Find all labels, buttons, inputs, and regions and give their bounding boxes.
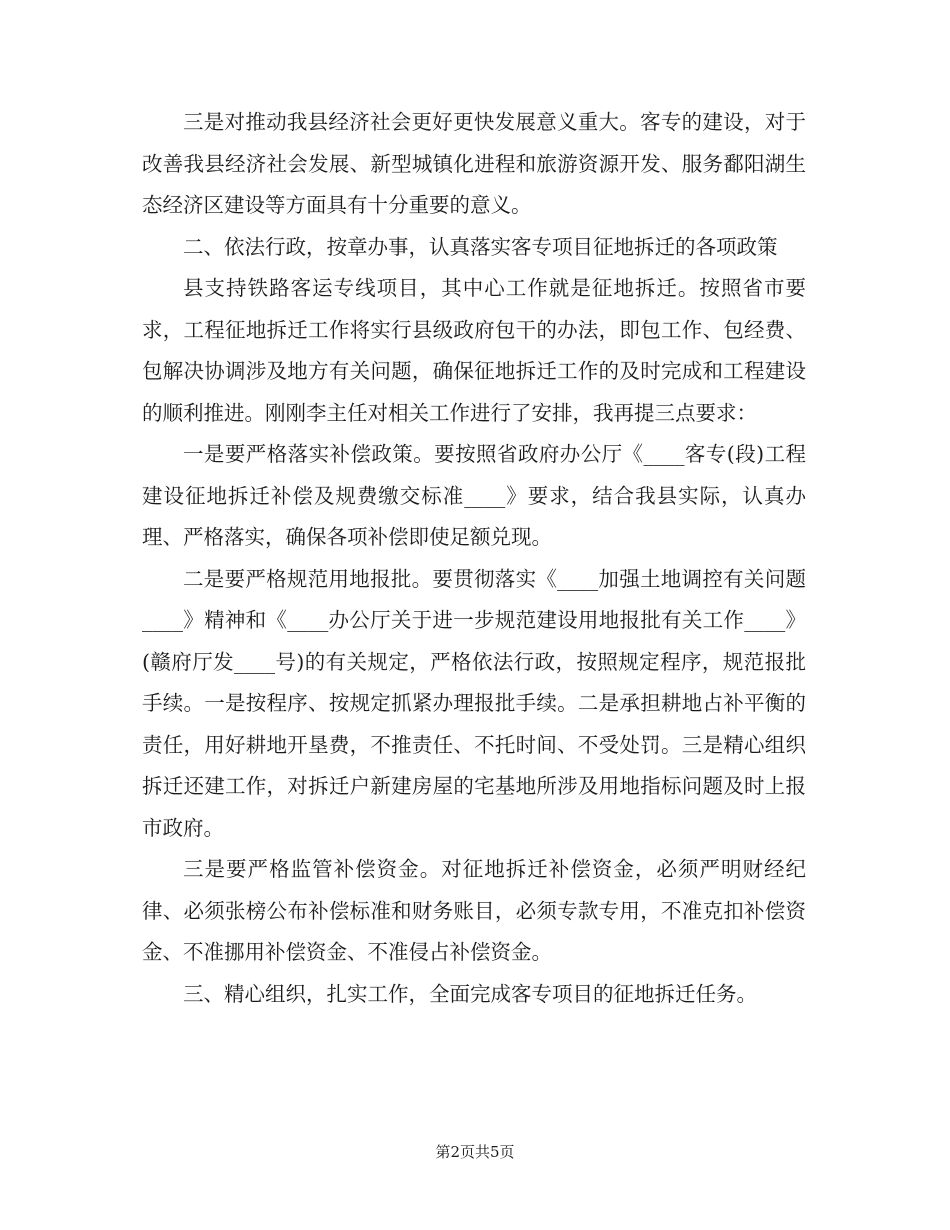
- document-body: [142, 102, 806, 1015]
- paragraph-significance: 三是对推动我县经济社会更好更快发展意义重大。客专的建设，对于改善我县经济社会发展、新型城镇化进程和旅游资源开发、服务鄱阳湖生态经济区建设等方面具有十分重要的意义。: [142, 110, 806, 217]
- page-number: 第2页共5页: [435, 1143, 515, 1161]
- section-heading-lawful-administration: 二、依法行政，按章办事，认真落实客专项目征地拆迁的各项政策: [183, 234, 778, 259]
- paragraph-land-acquisition-overview: 县支持铁路客运专线项目，其中心工作就是征地拆迁。按照省市要求，工程征地拆迁工作将实行县级政府包干的办法，即包工作、包经费、包解决协调涉及地方有关问题，确保征地拆迁工作的及时完成和工程建设的顺利推进。刚刚李主任对相关工作进行了安排，我再提三点要求：: [142, 276, 806, 425]
- paragraph-land-use-approval: 二是要严格规范用地报批。要贯彻落实《____加强土地调控有关问题____》精神和《____办公厅关于进一步规范建设用地报批有关工作____》(赣府厅发____号)的有关规定，严格依法行政，按照规定程序，规范报批手续。一是按程序、按规定抓紧办理报批手续。二是承担耕地占补平衡的责任，用好耕地开垦费，不推责任、不托时间、不受处罚。三是精心组织拆迁还建工作，对拆迁户新建房屋的宅基地所涉及用地指标问题及时上报市政府。: [142, 566, 806, 840]
- paragraph-fund-supervision: 三是要严格监管补偿资金。对征地拆迁补偿资金，必须严明财经纪律、必须张榜公布补偿标准和财务账目，必须专款专用，不准克扣补偿资金、不准挪用补偿资金、不准侵占补偿资金。: [142, 857, 806, 964]
- section-heading-organization: 三、精心组织，扎实工作，全面完成客专项目的征地拆迁任务。: [183, 981, 757, 1006]
- paragraph-compensation-policy: 一是要严格落实补偿政策。要按照省政府办公厅《____客专(段)工程建设征地拆迁补偿及规费缴交标准____》要求，结合我县实际，认真办理、严格落实，确保各项补偿即使足额兑现。: [142, 442, 806, 549]
